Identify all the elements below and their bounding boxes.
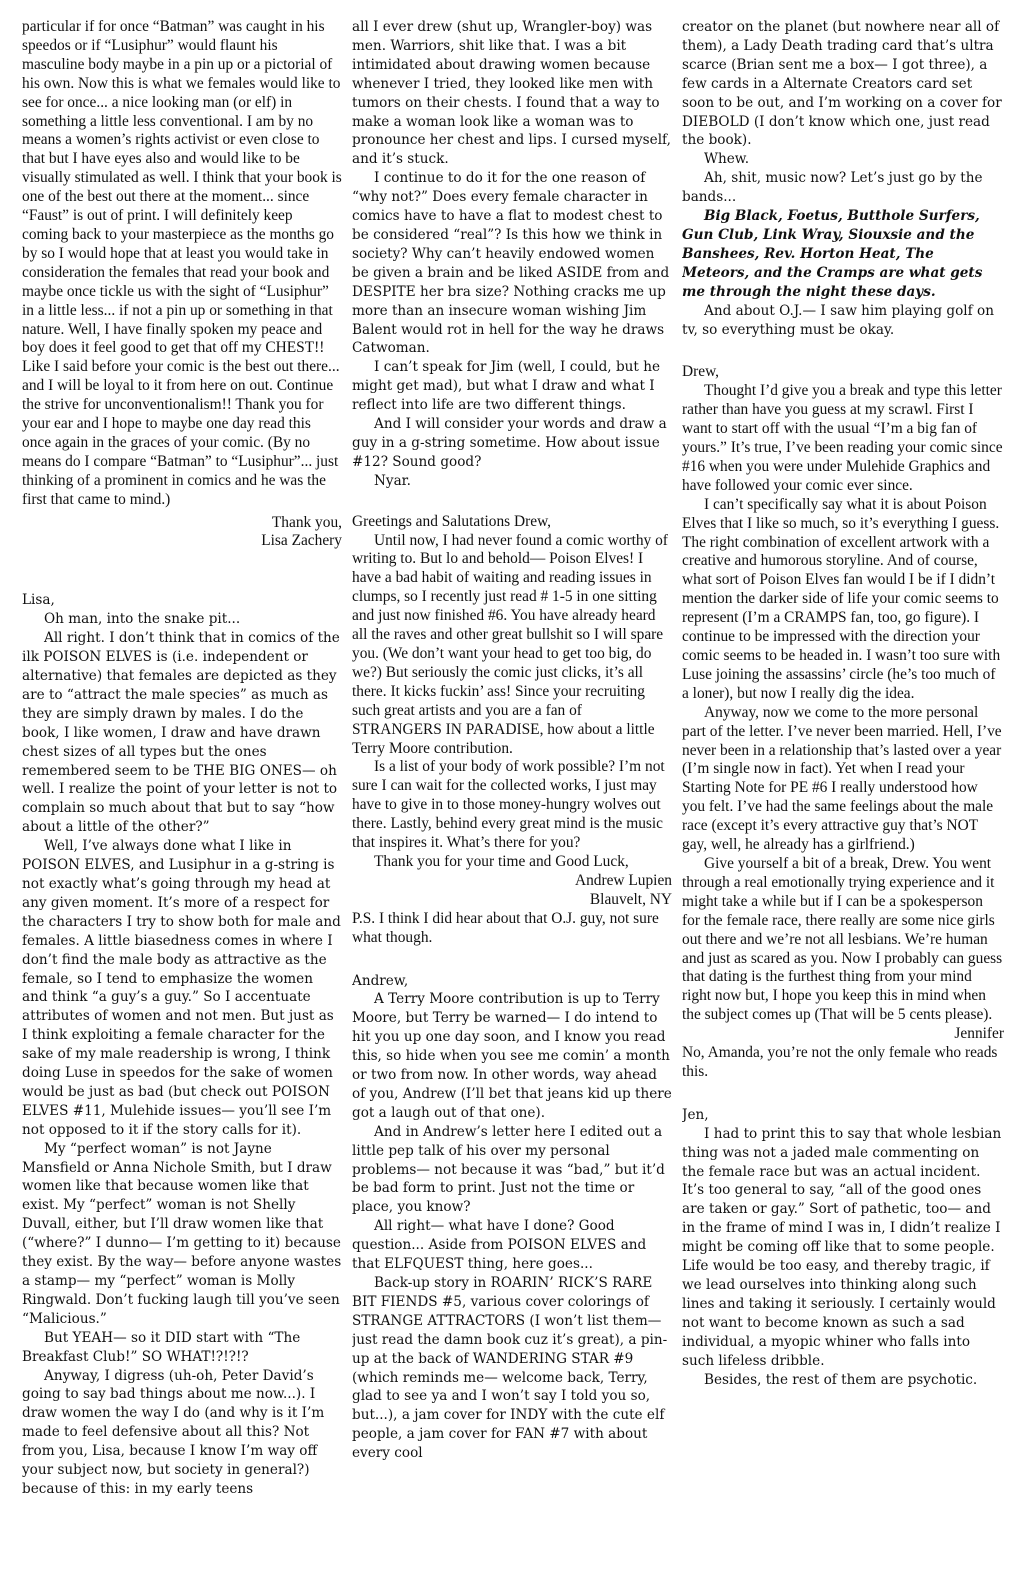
letter-signature: Jennifer	[954, 1025, 1004, 1043]
reply-paragraph: all I ever drew (shut up, Wrangler-boy) was men. Warriors, shit like that. I was a bit intimidated about drawing women because whenever I tried, they looked like men with tumors on their chests. I found that a way to make a woman look like a woman was to pronounce her chest and lips. I cursed myself, and it’s stuck.	[352, 19, 671, 168]
column-1	[22, 18, 342, 1574]
reply-paragraph: All right. I don’t think that in comics of the ilk POISON ELVES is (i.e. independent or alternative) that females are depicted as they are to “attract the male species” as much as they are simply drawn by males. I do the book, I like women, I draw and have drawn chest sizes of all types but the ones remembered seem to be THE BIG ONES— oh well. I realize the point of your letter is not to complain so much about that but to say “how about a little of the other?”	[22, 630, 340, 836]
letter-paragraph: Give yourself a bit of a break, Drew. You went through a real emotionally trying experience and it might take a while but if I can be a spokesperson for the female race, there really are some nice girls out there and we’re not all lesbians. We’re human and just as scared as you. Now I probably can guess that dating is the furthest thing from your mind right now but, I hope you keep this in mind when the subject comes up (That will be 5 cents please).	[682, 854, 1003, 1024]
letters-page	[22, 18, 1004, 1574]
letter-location: Blauvelt, NY	[589, 890, 672, 908]
band-list: Big Black, Foetus, Butthole Surfers, Gun Club, Link Wray, Siouxsie and the Banshees, Rev. Horton Heat, The Meteors, and the Cramps are what gets me through the night these days.	[682, 208, 983, 300]
letter-salutation: Greetings and Salutations Drew,	[352, 512, 552, 530]
reply-paragraph: But YEAH— so it DID start with “The Breakfast Club!” SO WHAT!?!?!?	[22, 1329, 301, 1365]
letter-paragraph: Thought I’d give you a break and type this letter rather than have you guess at my scrawl. First I want to start off with the usual “I’m a big fan of yours.” It’s true, I’ve been reading your comic since #16 when you were under Mulehide Graphics and have followed your comic ever since.	[682, 382, 1003, 494]
letter-paragraph: Is a list of your body of work possible? I’m not sure I can wait for the collected works, I just may have to give in to those money-hungry wolves out there. Lastly, behind every great mind is the music that inspires it. What’s there for you?	[352, 758, 665, 852]
reply-paragraph: A Terry Moore contribution is up to Terry Moore, but Terry be warned— I do intend to hit you up one day soon, and I know you read this, so hide when you see me comin’ a month or two from now. In other words, way ahead of you, Andrew (I’ll bet that jeans kid up there got a laugh out of that one).	[352, 991, 672, 1121]
letter-paragraph: Anyway, now we come to the more personal part of the letter. I’ve never been married. Hell, I’ve never been in a relationship that’s lasted over a year (I’m single now in fact). Yet when I read your Starting Note for PE #6 I really understood how you felt. I’ve had the same feelings about the male race (except it’s every attractive guy that’s NOT gay, well, he already has a girlfriend.)	[682, 703, 1002, 854]
letter-postscript: No, Amanda, you’re not the only female who reads this.	[682, 1044, 998, 1080]
reply-paragraph: And in Andrew’s letter here I edited out a little pep talk of his over my personal problems— not because it was “bad,” but it’d be bad form to print. Just not the time or place, you know?	[352, 1123, 665, 1216]
reply-paragraph: I had to print this to say that whole lesbian thing was not a jaded male commenting on the female race but was an actual incident. It’s too general to say, “all of the good ones are taken or gay.” Sort of pathetic, too— and in the frame of mind I was in, I didn’t realize I might be coming off like that to some people. Life would be too easy, and thereby tragic, if we lead ourselves into thinking along such lines and taking it seriously. I certainly would not want to become known as such a sad individual, a myopic whiner who falls into such lifeless dribble.	[682, 1125, 1002, 1369]
letter-signature: Andrew Lupien	[574, 871, 672, 889]
reply-signoff: Nyar.	[374, 472, 412, 489]
reply-paragraph: I continue to do it for the one reason of “why not?” Does every female character in comics have to have a flat to modest chest to be considered “real”? Is this how we think in society? Why can’t heavily endowed women be given a brain and be liked ASIDE from and DESPITE her bra size? Nothing cracks me up more than an insecure woman wishing Jim Balent would rot in hell for the way he draws Catwoman.	[352, 170, 670, 357]
column-3	[682, 18, 1004, 1574]
reply-paragraph: My “perfect woman” is not Jayne Mansfield or Anna Nichole Smith, but I draw women like that because women like that exist. My “perfect” woman is not Shelly Duvall, either, but I’ll draw women like that (“where?” I dunno— I’m getting to it) because they exist. By the way— before anyone wastes a stamp— my “perfect” woman is Molly Ringwald. Don’t fucking laugh till you’ve seen “Malicious.”	[22, 1140, 342, 1327]
letter-salutation: Drew,	[682, 363, 720, 381]
reply-paragraph: I can’t speak for Jim (well, I could, but he might get mad), but what I draw and what I reflect into life are two different things.	[352, 359, 660, 414]
reply-paragraph: Back-up story in ROARIN’ RICK’S RARE BIT FIENDS #5, various cover colorings of STRANGE ATTRACTORS (I won’t list them— just read the damn book cuz it’s great), a pin-up at the back of WANDERING STAR #9 (which reminds me— welcome back, Terry, glad to see ya and I won’t say I told you so, but...), a jam cover for INDY with the cute elf people, a jam cover for FAN #7 with about every cool	[352, 1275, 668, 1462]
letter-paragraph: Thank you for your time and Good Luck,	[374, 852, 629, 870]
letter-signoff: Thank you,	[271, 513, 342, 531]
reply-paragraph: Oh man, into the snake pit...	[44, 611, 241, 628]
letter-paragraph: I can’t specifically say what it is about Poison Elves that I like so much, so it’s everything I guess. The right combination of excellent artwork with a creative and humorous storyline. And of course, what sort of Poison Elves fan would I be if I didn’t mention the darker side of life your comic seems to represent (I’m a CRAMPS fan, too, go figure). I continue to be impressed with the direction your comic seems to be headed in. I wasn’t too sure with Luse joining the assassins’ circle (he’s too much of a loner), but now I really dig the idea.	[682, 495, 1001, 702]
reply-salutation: Lisa,	[22, 592, 55, 609]
reply-paragraph: All right— what have I done? Good question... Aside from POISON ELVES and that ELFQUEST thing, here goes...	[352, 1218, 647, 1273]
letter-paragraph: Until now, I had never found a comic worthy of writing to. But lo and behold— Poison Elves! I have a bad habit of waiting and reading issues in clumps, so I recently just read # 1-5 in one sitting and just now finished #6. You have already heard all the raves and other great bullshit so I will spare you. (We don’t want your head to get too big, do we?) But seriously the comic just clicks, it’s all there. It kicks fuckin’ ass! Since your recruiting such great artists and you are a fan of STRANGERS IN PARADISE, how about a little Terry Moore contribution.	[352, 531, 668, 757]
reply-paragraph: Well, I’ve always done what I like in POISON ELVES, and Lusiphur in a g-string is not exactly what’s going through my head at any given moment. It’s more of a respect for the characters I try to show both for male and females. A little biasedness comes in where I don’t find the male body as attractive as the female, so I tend to emphasize the women and think “a guy’s a guy.” So I accentuate attributes of women and not men. But just as I think exploiting a female character for the sake of my male readership is wrong, I think doing Luse in speedos for the sake of women would be just as bad (but check out POISON ELVES #11, Mulehide issues— you’ll see I’m not opposed to it if the story calls for it).	[22, 838, 341, 1138]
reply-paragraph: Ah, shit, music now? Let’s just go by the bands...	[682, 170, 983, 206]
reply-paragraph: Besides, the rest of them are psychotic.	[704, 1371, 978, 1388]
letter-postscript: P.S. I think I did hear about that O.J. guy, not sure what though.	[352, 909, 659, 946]
letter-signature: Lisa Zachery	[261, 532, 342, 550]
reply-paragraph: Anyway, I digress (uh-oh, Peter David’s going to say bad things about me now...). I draw women the way I do (and why is it I’m made to feel defensive about all this? Not from you, Lisa, because I know I’m way off your subject now, but society in general?) because of this: in my early teens	[22, 1367, 325, 1497]
letter-lisa-body: particular if for once “Batman” was caught in his speedos or if “Lusiphur” would flaunt his masculine body maybe in a pin up or a pictorial of his own. Now this is what we females would like to see for once... a nice looking man (or elf) in something a little less conventional. I am by no means a women’s rights activist or even close to that but I have eyes also and would like to be visually stimulated as well. I think that your book is one of the best out there at the moment... since “Faust” is out of print. I will definitely keep coming back to your masterpiece as the months go by so I would hope that at least you would take in consideration the females that read your book and maybe once tickle us with the sight of “Lusiphur” in a little less... if not a pin up or something in that nature. Well, I have finally spoken my peace and boy does it feel good to get that off my CHEST!! Like I said before your comic is the best out there... and I will be loyal to it from here on out. Continue the strive for unconventionalism!! Thank you for your ear and I hope to maybe one day read this once again in the graces of your comic. (By no means do I compare “Batman” to “Lusiphur”... just thinking of a prominent in comics and he was the first that came to mind.)	[22, 18, 342, 508]
reply-paragraph: And I will consider your words and draw a guy in a g-string sometime. How about issue #12? Sound good?	[352, 416, 667, 470]
reply-paragraph: And about O.J.— I saw him playing golf on tv, so everything must be okay.	[682, 302, 994, 338]
reply-salutation: Andrew,	[352, 972, 409, 989]
reply-salutation: Jen,	[682, 1106, 709, 1123]
reply-paragraph: Whew.	[704, 151, 750, 168]
reply-paragraph: creator on the planet (but nowhere near all of them), a Lady Death trading card that’s ultra scarce (Brian sent me a box— I got three), a few cards in a Alternate Creators card set soon to be out, and I’m working on a cover for DIEBOLD (I don’t know which one, just read the book).	[682, 19, 1002, 149]
column-2	[352, 18, 672, 1574]
